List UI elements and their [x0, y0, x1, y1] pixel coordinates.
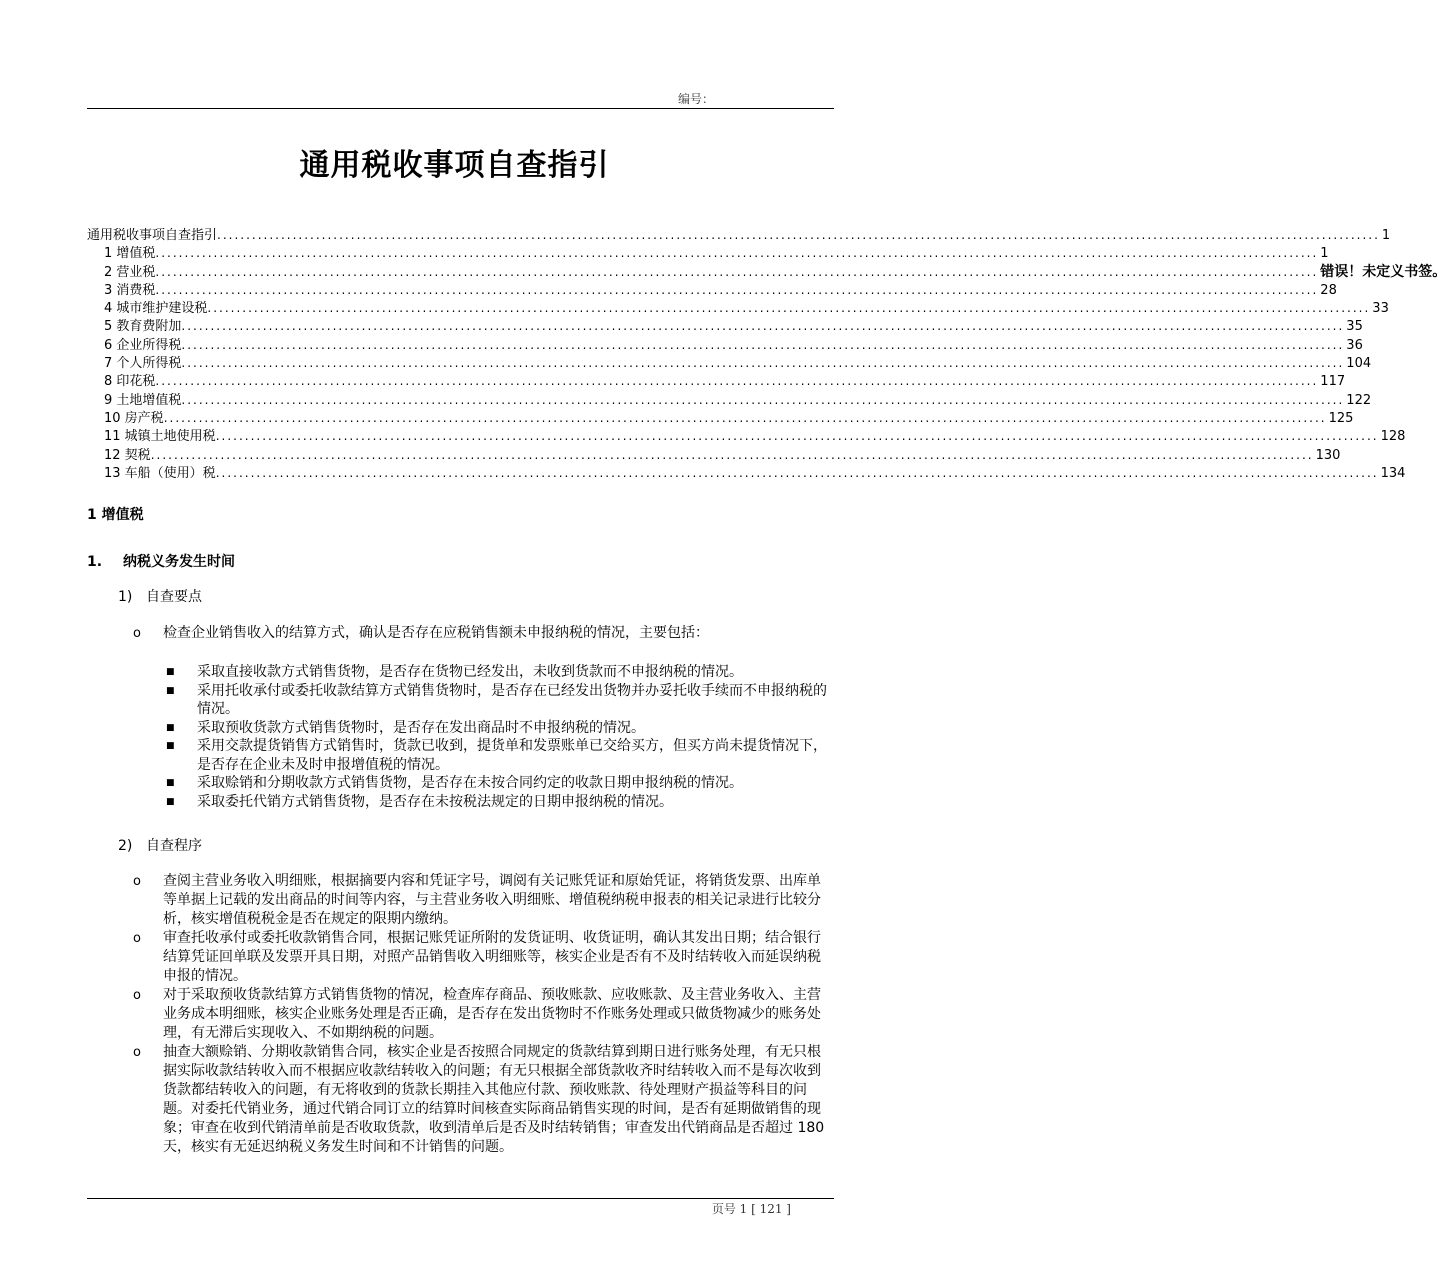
toc-entry[interactable]	[87, 263, 1446, 281]
toc-entry[interactable]	[87, 427, 1406, 445]
list-item-text: 检查企业销售收入的结算方式，确认是否存在应税销售额未申报纳税的情况，主要包括：	[163, 625, 709, 641]
toc-entry[interactable]	[87, 354, 1372, 372]
toc-entry-label: 9 土地增值税	[104, 392, 182, 408]
toc-entry-label: 8 印花税	[104, 374, 156, 390]
toc-entry-label: 12 契税	[104, 447, 151, 463]
toc-leader-dots: ........................................................................................................................................................................................................	[181, 319, 1345, 334]
toc-entry-label: 通用税收事项自查指引	[87, 228, 218, 243]
square-bullet-icon: ■	[166, 778, 175, 788]
list-item-text: 查阅主营业务收入明细账，根据摘要内容和凭证字号，调阅有关记账凭证和原始凭证，将销货发票、出库单等单据上记载的发出商品的时间等内容，与主营业务收入明细账、增值税纳税申报表的相关记录进行比较分析，核实增值税税金是否在规定的限期内缴纳。	[163, 873, 821, 927]
toc-entry-label: 7 个人所得税	[104, 356, 182, 372]
circle-bullet-icon: o	[133, 988, 141, 1003]
toc-leader-dots: ........................................................................................................................................................................................................	[155, 374, 1319, 389]
toc-leader-dots: ........................................................................................................................................................................................................	[217, 228, 1380, 242]
list-item-text: 审查托收承付或委托收款销售合同，根据记账凭证所附的发货证明、收货证明，确认其发出日期；结合银行结算凭证回单联及发票开具日期，对照产品销售收入明细账等，核实企业是否有不及时结转收入而延误纳税申报的情况。	[163, 930, 821, 984]
subsection-title: 纳税义务发生时间	[123, 554, 235, 570]
point-number: 2)	[118, 838, 133, 854]
point1-intro-list	[133, 624, 833, 643]
list-item-text: 采取委托代销方式销售货物，是否存在未按税法规定的日期申报纳税的情况。	[197, 793, 673, 810]
square-bullet-icon: ■	[166, 685, 175, 696]
list-item-text: 采取预收货款方式销售货物时，是否存在发出商品时不申报纳税的情况。	[197, 719, 645, 736]
table-of-contents	[87, 226, 1446, 482]
circle-bullet-icon: o	[133, 1045, 141, 1060]
toc-leader-dots: ........................................................................................................................................................................................................	[181, 337, 1345, 352]
toc-entry-page: 错误！未定义书签。	[1320, 263, 1446, 280]
point-number: 1)	[118, 589, 133, 605]
toc-entry[interactable]	[87, 372, 1346, 390]
header-number-label: 编号：	[677, 92, 714, 106]
subsection-number: 1.	[87, 554, 103, 570]
circle-bullet-icon: o	[133, 931, 141, 946]
toc-entry[interactable]	[87, 336, 1363, 354]
toc-entry-page: 33	[1372, 301, 1389, 317]
subsection-heading	[87, 551, 235, 571]
toc-entry-label: 2 营业税	[104, 264, 156, 280]
toc-entry[interactable]	[87, 391, 1372, 409]
toc-leader-dots: ........................................................................................................................................................................................................	[181, 356, 1345, 371]
list-item	[166, 682, 832, 719]
point-heading-2	[118, 835, 202, 855]
toc-entry-label: 13 车船（使用）税	[104, 465, 216, 481]
toc-entry-page: 125	[1328, 410, 1354, 426]
toc-leader-dots: ........................................................................................................................................................................................................	[155, 246, 1319, 261]
list-item-text: 采用托收承付或委托收款结算方式销售货物时，是否存在已经发出货物并办妥托收手续而不申报纳税的情况。	[197, 682, 827, 717]
list-item	[166, 774, 832, 793]
toc-leader-dots: ........................................................................................................................................................................................................	[155, 282, 1319, 297]
toc-entry-page: 128	[1380, 429, 1406, 445]
list-item	[133, 1043, 833, 1157]
toc-entry-label: 5 教育费附加	[104, 319, 182, 335]
footer-page-label: 页号 1 [ 121 ]	[711, 1202, 791, 1216]
toc-leader-dots: ........................................................................................................................................................................................................	[150, 447, 1314, 462]
toc-entry-page: 28	[1320, 282, 1337, 298]
point-title: 自查要点	[146, 589, 202, 605]
list-item	[133, 872, 833, 929]
list-item	[133, 624, 833, 643]
footer-divider	[87, 1198, 834, 1199]
point2-items-list	[133, 872, 833, 1157]
toc-leader-dots: ........................................................................................................................................................................................................	[181, 392, 1345, 407]
toc-entry-page: 1	[1381, 228, 1391, 243]
toc-entry-page: 134	[1380, 465, 1406, 481]
toc-entry-label: 10 房产税	[104, 410, 164, 426]
toc-entry-page: 35	[1346, 319, 1363, 335]
list-item	[166, 793, 832, 812]
circle-bullet-icon: o	[133, 874, 141, 889]
square-bullet-icon: ■	[166, 667, 175, 677]
list-item	[133, 986, 833, 1043]
toc-leader-dots: ........................................................................................................................................................................................................	[155, 264, 1319, 279]
toc-entry-label: 11 城镇土地使用税	[104, 429, 216, 445]
list-item	[166, 719, 832, 738]
list-item-text: 采取赊销和分期收款方式销售货物，是否存在未按合同约定的收款日期申报纳税的情况。	[197, 775, 743, 791]
toc-entry-label: 3 消费税	[104, 282, 156, 298]
toc-entry-label: 1 增值税	[104, 246, 156, 262]
list-item	[133, 929, 833, 986]
toc-entry[interactable]	[87, 409, 1354, 427]
square-bullet-icon: ■	[166, 722, 175, 733]
toc-leader-dots: ........................................................................................................................................................................................................	[215, 429, 1379, 444]
toc-leader-dots: ........................................................................................................................................................................................................	[163, 410, 1327, 425]
circle-bullet-icon: o	[133, 626, 141, 641]
section-heading: 1 增值税	[87, 507, 144, 523]
toc-entry-label: 6 企业所得税	[104, 337, 182, 353]
list-item-text: 采取直接收款方式销售货物，是否存在货物已经发出，未收到货款而不申报纳税的情况。	[197, 664, 743, 680]
list-item	[166, 737, 832, 774]
toc-entry[interactable]	[87, 281, 1337, 299]
point1-items-list	[166, 663, 832, 811]
toc-entry[interactable]	[87, 244, 1329, 262]
toc-entry[interactable]	[87, 317, 1363, 335]
toc-entry[interactable]	[87, 446, 1341, 464]
toc-entry[interactable]	[87, 464, 1406, 482]
toc-entry-page: 122	[1346, 392, 1372, 408]
point-heading-1	[118, 586, 202, 606]
toc-leader-dots: ........................................................................................................................................................................................................	[215, 465, 1379, 480]
toc-entry-page: 36	[1346, 337, 1363, 353]
toc-entry-page: 117	[1320, 374, 1346, 390]
toc-entry[interactable]	[87, 299, 1389, 317]
toc-leader-dots: ........................................................................................................................................................................................................	[207, 301, 1371, 316]
list-item-text: 抽查大额赊销、分期收款销售合同，核实企业是否按照合同规定的货款结算到期日进行账务处理，有无只根据实际收款结转收入而不根据应收款结转收入的问题；有无只根据全部货款收齐时结转收入而不是每次收到货款都结转收入的问题，有无将收到的货款长期挂入其他应付款、预收账款、待处理财产损益等科目的问题。对委托代销业务，通过代销合同订立的结算时间核查实际商品销售实现的时间，是否有延期做销售的现象；审查在收到代销清单前是否收取货款，收到清单后是否及时结转销售；审查发出代销商品是否超过 180 天，核实有无延迟纳税义务发生时间和不计销售的问题。	[163, 1044, 825, 1155]
square-bullet-icon: ■	[166, 796, 175, 807]
list-item-text: 对于采取预收货款结算方式销售货物的情况，检查库存商品、预收账款、应收账款、及主营业务收入、主营业务成本明细账，核实企业账务处理是否正确，是否存在发出货物时不作账务处理或只做货物减少的账务处理，有无滞后实现收入、不如期纳税的问题。	[163, 987, 821, 1041]
list-item	[166, 663, 832, 682]
document-title: 通用税收事项自查指引	[299, 148, 610, 183]
toc-entry-page: 1	[1320, 246, 1329, 262]
toc-entry-label: 4 城市维护建设税	[104, 301, 208, 317]
toc-entry-page: 130	[1315, 447, 1341, 463]
header-divider	[87, 108, 834, 109]
toc-entry-page: 104	[1346, 356, 1372, 372]
square-bullet-icon: ■	[166, 741, 175, 751]
list-item-text: 采用交款提货销售方式销售时，货款已收到，提货单和发票账单已交给买方，但买方尚未提货情况下，是否存在企业未及时申报增值税的情况。	[197, 738, 827, 773]
point-title: 自查程序	[146, 838, 202, 854]
toc-entry[interactable]	[87, 226, 1391, 244]
